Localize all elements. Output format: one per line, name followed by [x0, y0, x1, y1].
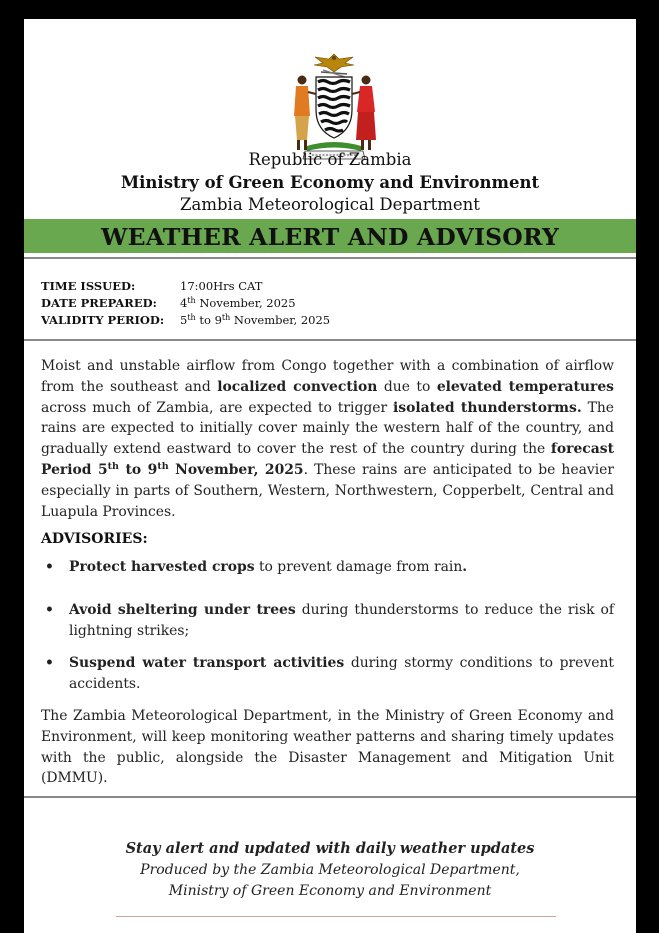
zambia-coat-of-arms-icon [285, 50, 383, 162]
divider [24, 257, 636, 259]
republic-heading: Republic of Zambia [248, 150, 412, 169]
department-heading: Zambia Meteorological Department [180, 195, 480, 214]
bullet-icon: • [45, 602, 54, 618]
bullet-icon: • [45, 559, 54, 575]
ministry-heading: Ministry of Green Economy and Environment [120, 173, 540, 192]
footer-tagline: Stay alert and updated with daily weather updates [125, 840, 535, 857]
date-prepared-value: 4th November, 2025 [180, 296, 296, 310]
footer-ministry: Ministry of Green Economy and Environment [168, 883, 492, 899]
closing-paragraph: The Zambia Meteorological Department, in the Ministry of Green Economy and Environment, will keep monitoring weather patterns and sharing timely updates with the public, alongside the Disaster Management and Mitigation Unit (DMMU). [41, 708, 614, 787]
validity-period-label: VALIDITY PERIOD: [41, 313, 165, 327]
advisories-heading: ADVISORIES: [41, 531, 148, 547]
document-page: Republic of Zambia Ministry of Green Economy and Environment Zambia Meteorological Department WEATHER ALERT AND ADVISORY TIME ISSUED: 17:00Hrs CAT DATE PREPARED: 4th November, 2025 VALIDITY PERIOD: 5th to 9th November, 2025 Moist and unstable airflow from Congo together with a combination of airflow from the southeast and localized convection due to elevated temperatures across much of Zambia, are expected to trigger isolated thunderstorms. The rains are expected to initially cover mainly the western half of the country, and gradually extend eastward to cover the rest of the country during the forecast Period 5th to 9th November, 2025. These rains are anticipated to be heavier especially in parts of Southern, Western, Northwestern, Copperbelt, Central and Luapula Provinces. ADVISORIES: • Protect harvested crops to prevent damage from rain. • Avoid sheltering under trees during thunderstorms to reduce the risk of lightning strikes; • Suspend water transport activities during stormy conditions to prevent accidents. The Zambia Meteorological Department, in the Ministry of Green Economy and Environment, will keep monitoring weather patterns and sharing timely updates with the public, alongside the Disaster Management and Mitigation Unit (DMMU). Stay alert and updated with daily weather updates Produced by the Zambia Meteorological Department, Ministry of Green Economy and Environment [24, 19, 636, 933]
bullet-icon: • [45, 655, 54, 671]
divider [24, 796, 636, 798]
date-prepared-label: DATE PREPARED: [41, 296, 157, 310]
divider [24, 339, 636, 341]
time-issued-label: TIME ISSUED: [41, 279, 136, 293]
forecast-summary: Moist and unstable airflow from Congo together with a combination of airflow from the southeast and localized convection due to elevated temperatures across much of Zambia, are expected to trigger isolated thunderstorms. The rains are expected to initially cover mainly the western half of the country, and gradually extend eastward to cover the rest of the country during the forecast Period 5th to 9th November, 2025. These rains are anticipated to be heavier especially in parts of Southern, Western, Northwestern, Copperbelt, Central and Luapula Provinces. [41, 358, 615, 520]
footer-producer: Produced by the Zambia Meteorological Department, [140, 862, 520, 878]
validity-period-value: 5th to 9th November, 2025 [180, 313, 331, 327]
footer-divider [116, 916, 556, 917]
time-issued-value: 17:00Hrs CAT [180, 279, 263, 293]
alert-title-banner: WEATHER ALERT AND ADVISORY [24, 219, 636, 253]
